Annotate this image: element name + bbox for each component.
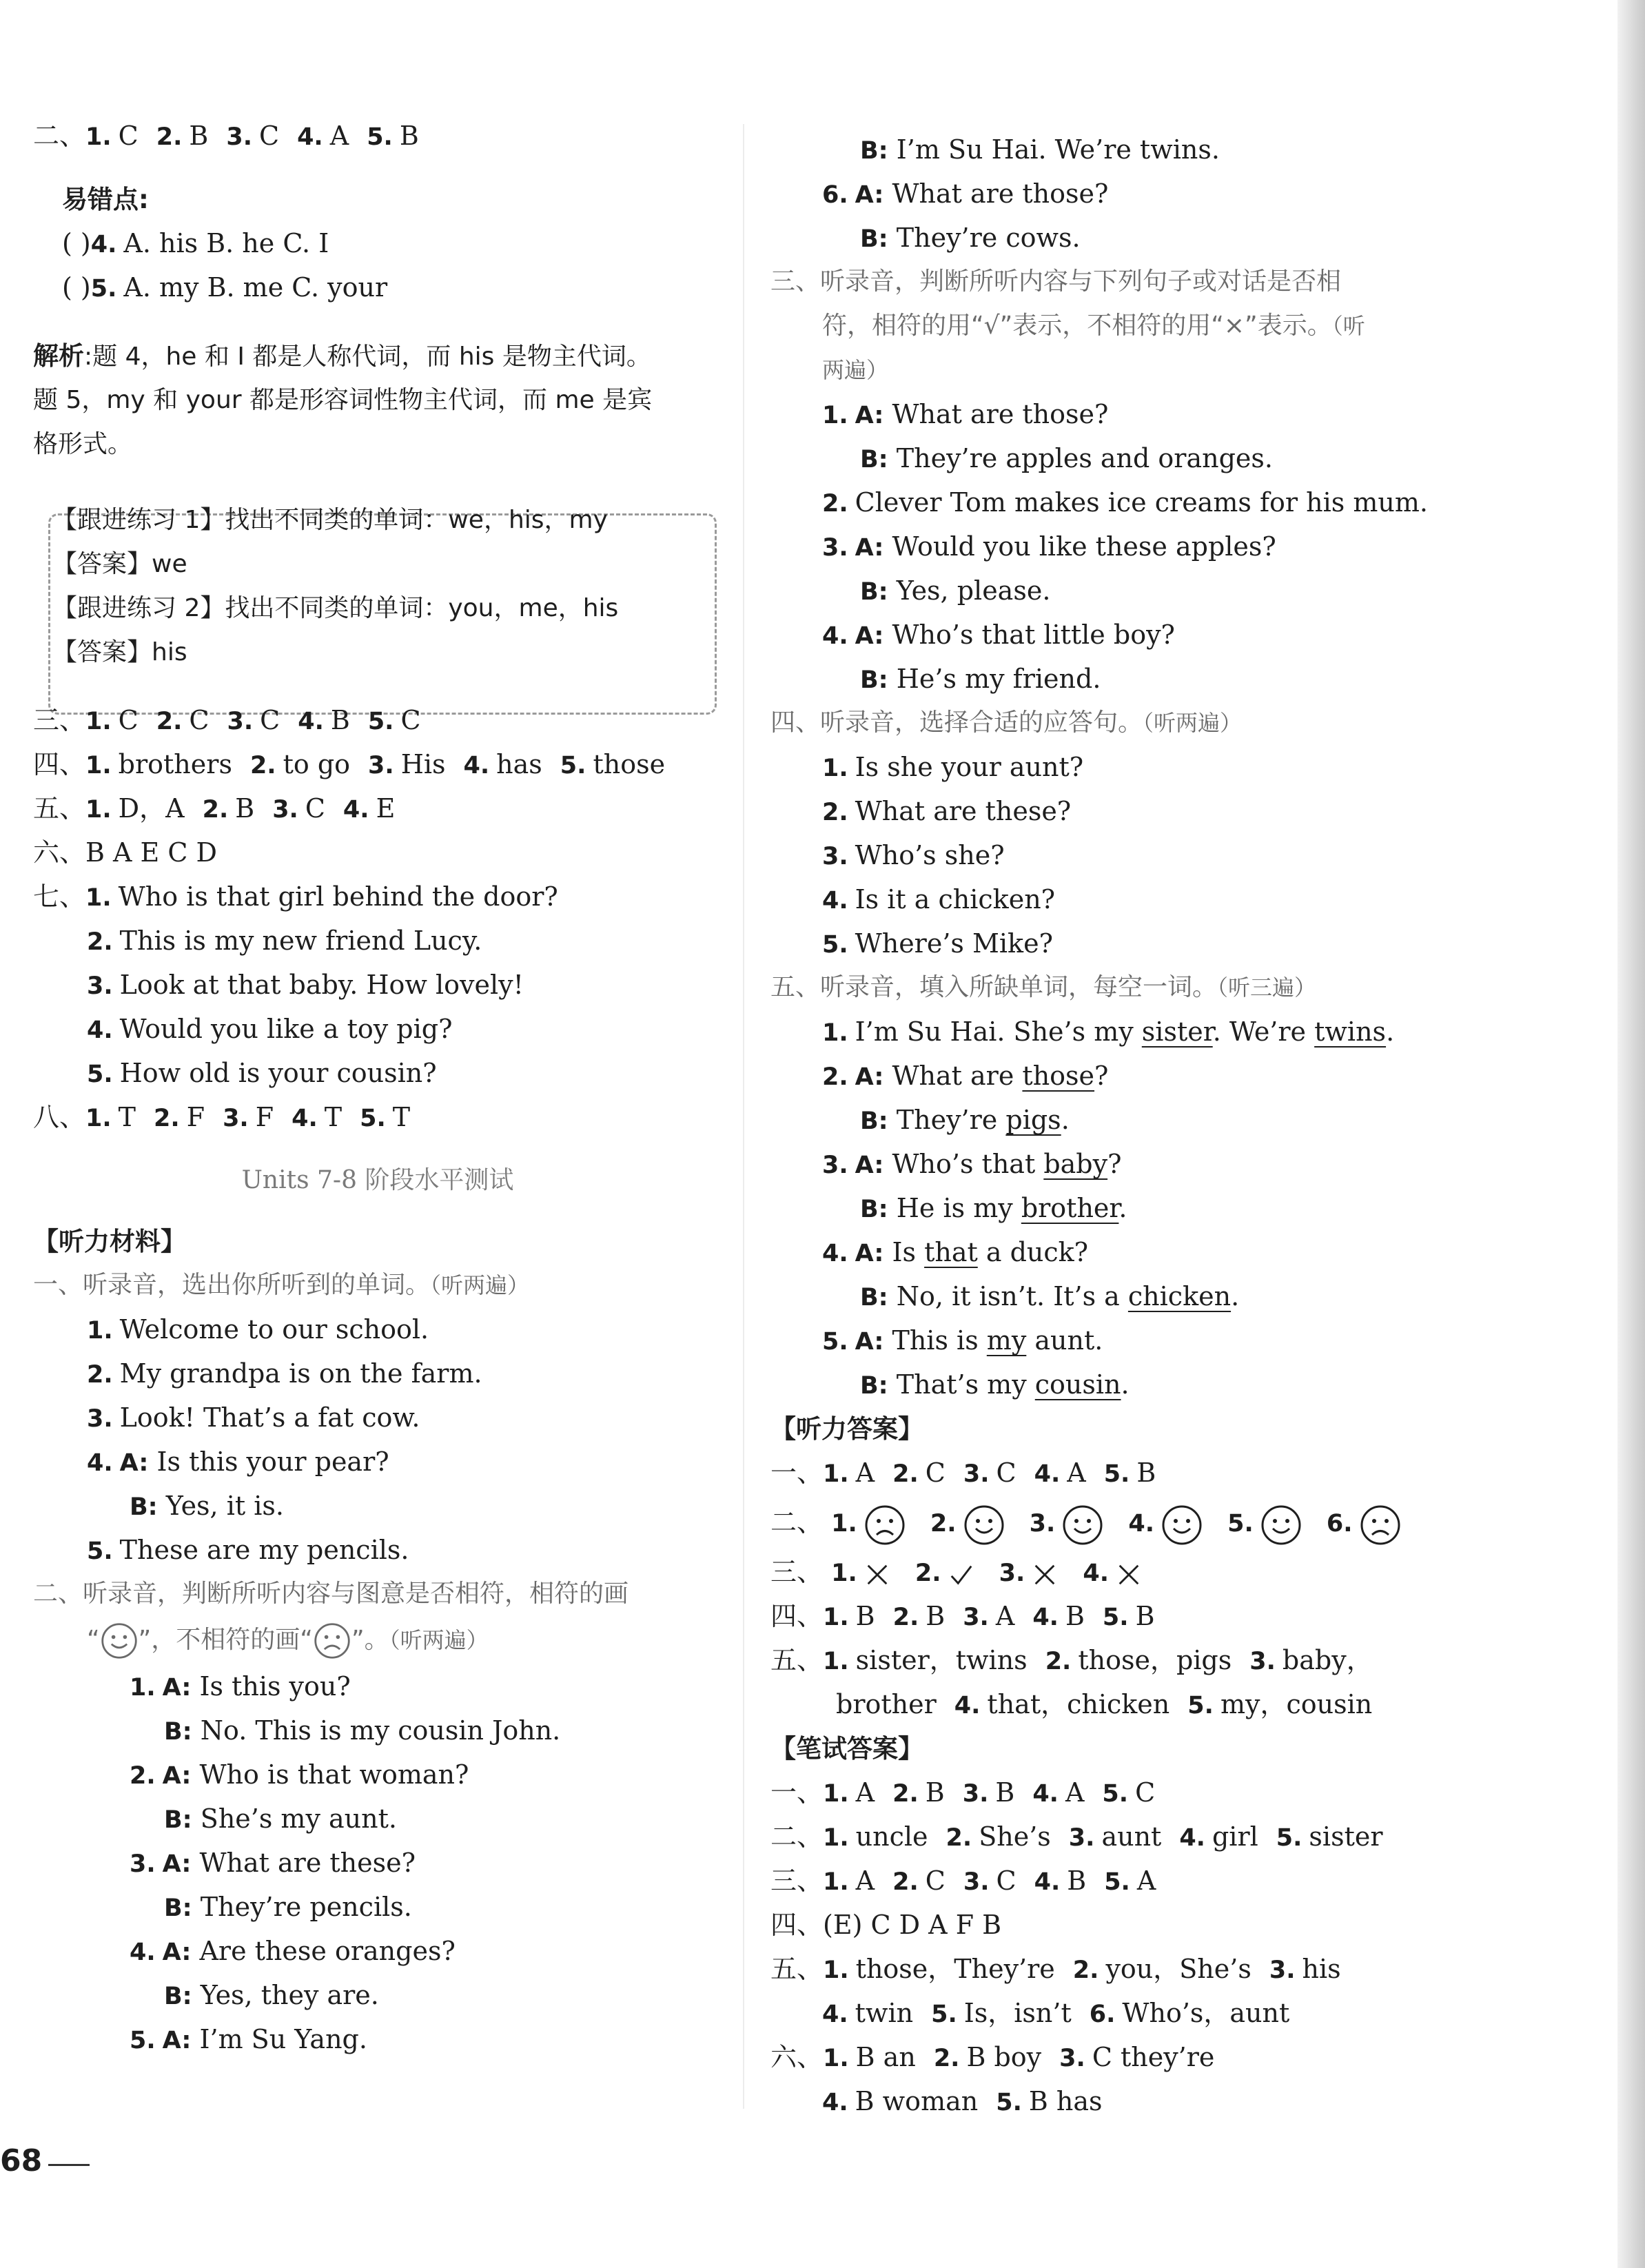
answer-row-wu: 五、1. D，A 2. B 3. C 4. E xyxy=(33,793,396,824)
section-title: Units 7-8 阶段水平测试 xyxy=(241,1166,514,1194)
yi-item-2: 2. My grandpa is on the farm. xyxy=(87,1358,482,1389)
san-item-1b: B: They’re apples and oranges. xyxy=(860,443,1273,473)
er-item-2a: 2. A: Who is that woman? xyxy=(130,1759,469,1790)
bs-row-wu-2: 4. twin 5. Is，isn’t 6. Who’s，aunt xyxy=(822,1998,1290,2028)
wu-item-4a: 4. A: Is that a duck? xyxy=(822,1237,1089,1267)
yi-item-1: 1. Welcome to our school. xyxy=(87,1314,429,1345)
yi-item-5: 5. These are my pencils. xyxy=(87,1535,409,1565)
bs-row-yi: 一、1. A 2. B 3. B 4. A 5. C xyxy=(770,1777,1156,1808)
wu-item-3b: B: He is my brother. xyxy=(860,1193,1127,1223)
answer-row-san: 三、1. C 2. C 3. C 4. B 5. C xyxy=(33,705,421,735)
er-item-5b: B: I’m Su Hai. We’re twins. xyxy=(860,134,1220,165)
er-item-3a: 3. A: What are these? xyxy=(130,1848,416,1878)
analysis-line-3: 格形式。 xyxy=(33,430,133,458)
san-item-3a: 3. A: Would you like these apples? xyxy=(822,531,1276,562)
answer-row-qi-5: 5. How old is your cousin? xyxy=(87,1058,437,1088)
bs-row-liu-2: 4. B woman 5. B has xyxy=(822,2086,1103,2116)
part-si-heading: 四、听录音，选择合适的应答句。（听两遍） xyxy=(770,708,1243,737)
practice-1-answer: 【答案】we xyxy=(52,550,187,578)
answer-row-liu: 六、B A E C D xyxy=(33,837,217,868)
san-item-3b: B: Yes, please. xyxy=(860,575,1051,606)
column-divider xyxy=(743,124,744,2109)
smile-face-icon xyxy=(1062,1504,1103,1546)
wu-item-2b: B: They’re pigs. xyxy=(860,1105,1070,1135)
analysis-line-1: 解析:题 4，he 和 I 都是人称代词，而 his 是物主代词。 xyxy=(33,341,651,371)
practice-2: 【跟进练习 2】找出不同类的单词：you，me，his xyxy=(52,594,619,622)
listening-answers-heading: 【听力答案】 xyxy=(770,1414,923,1444)
written-answers-heading: 【笔试答案】 xyxy=(770,1734,923,1764)
part-san-heading-3: 两遍） xyxy=(822,357,889,383)
answer-row-ba: 八、1. T 2. F 3. F 4. T 5. T xyxy=(33,1102,411,1132)
ta-row-wu-2: brother 4. that，chicken 5. my，cousin xyxy=(836,1689,1373,1719)
sad-face-icon xyxy=(1360,1504,1401,1546)
wu-item-5a: 5. A: This is my aunt. xyxy=(822,1325,1103,1356)
san-item-4b: B: He’s my friend. xyxy=(860,664,1101,694)
san-item-2: 2. Clever Tom makes ice creams for his mum. xyxy=(822,487,1428,518)
practice-1: 【跟进练习 1】找出不同类的单词：we，his，my xyxy=(52,506,608,534)
san-item-1a: 1. A: What are those? xyxy=(822,399,1109,429)
answer-row-qi-2: 2. This is my new friend Lucy. xyxy=(87,926,482,956)
er-item-4a: 4. A: Are these oranges? xyxy=(130,1936,456,1966)
smile-face-icon xyxy=(100,1622,139,1660)
sad-face-icon xyxy=(864,1504,906,1546)
er-item-1a: 1. A: Is this you? xyxy=(130,1671,351,1702)
er-item-2b: B: She’s my aunt. xyxy=(164,1804,397,1834)
wu-item-1: 1. I’m Su Hai. She’s my sister. We’re twins. xyxy=(822,1016,1395,1047)
yi-item-4b: B: Yes, it is. xyxy=(130,1491,284,1521)
analysis-line-2: 题 5，my 和 your 都是形容词性物主代词，而 me 是宾 xyxy=(33,386,653,414)
ta-row-wu-1: 五、1. sister，twins 2. those，pigs 3. baby， xyxy=(770,1645,1373,1675)
error-point-title: 易错点: xyxy=(62,185,149,214)
wu-item-3a: 3. A: Who’s that baby? xyxy=(822,1149,1122,1179)
san-item-4a: 4. A: Who’s that little boy? xyxy=(822,620,1175,650)
si-item-4: 4. Is it a chicken? xyxy=(822,884,1056,915)
yi-item-3: 3. Look! That’s a fat cow. xyxy=(87,1402,420,1433)
yi-item-4a: 4. A: Is this your pear? xyxy=(87,1447,389,1477)
si-item-2: 2. What are these? xyxy=(822,796,1072,826)
part-wu-heading: 五、听录音，填入所缺单词，每空一词。（听三遍） xyxy=(770,973,1317,1001)
ta-row-er: 二、 1. 2. 3. 4. 5. 6. xyxy=(770,1495,1460,1550)
cross-mark-icon xyxy=(1032,1562,1058,1588)
cross-mark-icon xyxy=(864,1562,890,1588)
error-point-5: ( )5. A. my B. me C. your xyxy=(62,272,388,303)
part-yi-heading: 一、听录音，选出你所听到的单词。（听两遍） xyxy=(33,1271,530,1299)
bs-row-si: 四、(E) C D A F B xyxy=(770,1910,1002,1940)
check-mark-icon xyxy=(948,1562,974,1588)
si-item-3: 3. Who’s she? xyxy=(822,840,1005,870)
ta-row-yi: 一、1. A 2. C 3. C 4. A 5. B xyxy=(770,1458,1156,1488)
er-item-4b: B: Yes, they are. xyxy=(164,1980,379,2010)
page-number: 68 xyxy=(0,2143,43,2178)
smile-face-icon xyxy=(963,1504,1005,1546)
smile-face-icon xyxy=(1260,1504,1302,1546)
listening-material-heading: 【听力材料】 xyxy=(33,1227,186,1256)
ta-row-san: 三、 1. 2. 3. 4. xyxy=(770,1550,1460,1594)
wu-item-4b: B: No, it isn’t. It’s a chicken. xyxy=(860,1281,1240,1311)
answer-row-qi-1: 七、1. Who is that girl behind the door? xyxy=(33,881,558,912)
bs-row-wu-1: 五、1. those，They’re 2. you，She’s 3. his xyxy=(770,1954,1341,1984)
answer-row-er: 二、1. C 2. B 3. C 4. A 5. B xyxy=(33,121,419,151)
er-item-6b: B: They’re cows. xyxy=(860,223,1081,253)
er-item-5a: 5. A: I’m Su Yang. xyxy=(130,2024,367,2054)
ta-row-si: 四、1. B 2. B 3. A 4. B 5. B xyxy=(770,1601,1155,1631)
bs-row-san: 三、1. A 2. C 3. C 4. B 5. A xyxy=(770,1866,1156,1896)
sad-face-icon xyxy=(313,1622,351,1660)
er-item-6a: 6. A: What are those? xyxy=(822,178,1109,209)
right-column xyxy=(770,127,1460,2123)
part-er-heading-2: “ ”，不相符的画“ ”。（听两遍） xyxy=(33,1616,722,1664)
smile-face-icon xyxy=(1161,1504,1203,1546)
si-item-5: 5. Where’s Mike? xyxy=(822,928,1053,959)
left-column xyxy=(33,114,722,2061)
er-item-3b: B: They’re pencils. xyxy=(164,1892,412,1922)
error-point-4: ( )4. A. his B. he C. I xyxy=(62,228,329,258)
bs-row-liu-1: 六、1. B an 2. B boy 3. C they’re xyxy=(770,2042,1215,2072)
er-item-1b: B: No. This is my cousin John. xyxy=(164,1715,561,1746)
wu-item-5b: B: That’s my cousin. xyxy=(860,1369,1130,1400)
answer-row-qi-4: 4. Would you like a toy pig? xyxy=(87,1014,453,1044)
part-er-heading-1: 二、听录音，判断所听内容与图意是否相符，相符的画 xyxy=(33,1580,629,1608)
part-san-heading-1: 三、听录音，判断所听内容与下列句子或对话是否相 xyxy=(770,267,1342,296)
answer-row-qi-3: 3. Look at that baby. How lovely! xyxy=(87,970,524,1000)
answer-row-si: 四、1. brothers 2. to go 3. His 4. has 5. those xyxy=(33,749,666,779)
page-edge xyxy=(1617,0,1645,2268)
cross-mark-icon xyxy=(1116,1562,1142,1588)
page-number-rule xyxy=(48,2164,90,2166)
si-item-1: 1. Is she your aunt? xyxy=(822,752,1084,782)
wu-item-2a: 2. A: What are those? xyxy=(822,1061,1109,1091)
practice-2-answer: 【答案】his xyxy=(52,638,187,666)
part-san-heading-2: 符，相符的用“√”表示，不相符的用“×”表示。（听 xyxy=(822,311,1365,340)
bs-row-er: 二、1. uncle 2. She’s 3. aunt 4. girl 5. sister xyxy=(770,1821,1383,1852)
